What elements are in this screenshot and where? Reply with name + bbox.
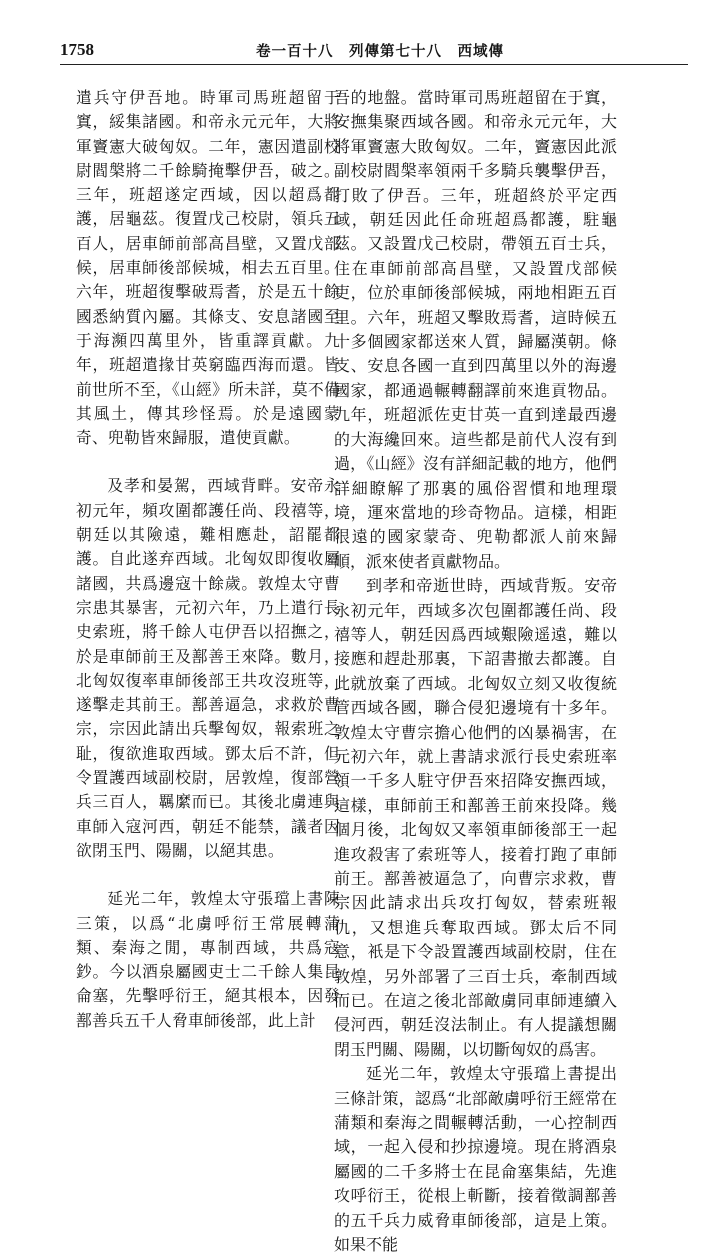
modern-translation-column [334,86,617,1258]
translation-paragraph: 延光二年，敦煌太守張璫上書提出三條計策，認爲“北部敵虜呼衍王經常在蒲類和秦海之間輾轉活動，一心控制西域，一起入侵和抄掠邊境。現在將酒泉屬國的二千多將士在昆侖塞集結，先進攻呼衍王，從根上斬斷，接着徵調鄯善的五千兵力威脅車師後部，這是上策。如果不能 [334,1064,617,1255]
classical-paragraph: 延光二年，敦煌太守張璫上書陳三策，以爲“北虜呼衍王常展轉蒲類、秦海之閒，專制西域，共爲寇鈔。今以酒泉屬國吏士二千餘人集昆侖塞，先擊呼衍王，絕其根本，因發鄯善兵五千人脅車師後部，此上計 [76,889,340,1030]
running-head: 卷一百十八 列傳第七十八 西域傳 [256,43,504,60]
classical-paragraph: 遣兵守伊吾地。時軍司馬班超留于窴，綏集諸國。和帝永元元年，大將軍竇憲大破匈奴。二年，憲因遣副校尉閻槃將二千餘騎掩擊伊吾，破之。三年，班超遂定西域，因以超爲都護，居龜茲。復置戊己校尉，領兵五百人，居車師前部高昌壁，又置戊部候，居車師後部候城，相去五百里。六年，班超復擊破焉耆，於是五十餘國悉納質內屬。其條支、安息諸國至于海瀕四萬里外，皆重譯貢獻。九年，班超遣掾甘英窮臨西海而還。皆前世所不至，《山經》所未詳，莫不備其風土，傳其珍怪焉。於是遠國蒙奇、兜勒皆來歸服，遣使貢獻。 [76,88,340,448]
page-header [60,36,688,66]
page-number: 1758 [60,40,94,59]
paragraph-gap [76,863,340,887]
classical-text-column [76,86,340,1033]
header-rule [60,64,688,65]
classical-paragraph: 及孝和晏駕，西域背畔。安帝永初元年，頻攻圍都護任尚、段禧等，朝廷以其險遠，難相應赴，詔罷都護。自此遂弃西域。北匈奴即復收屬諸國，共爲邊寇十餘歲。敦煌太守曹宗患其暴害，元初六年，乃上遣行長史索班，將千餘人屯伊吾以招撫之，於是車師前王及鄯善王來降。數月，北匈奴復率車師後部王共攻沒班等，遂擊走其前王。鄯善逼急，求救於曹宗，宗因此請出兵擊匈奴，報索班之耻，復欲進取西域。鄧太后不許，但令置護西域副校尉，居敦煌，復部營兵三百人，羈縻而已。其後北虜連與車師入寇河西，朝廷不能禁，議者因欲閉玉門、陽關，以絕其患。 [76,476,340,860]
translation-paragraph: 吾的地盤。當時軍司馬班超留在于窴，安撫集聚西域各國。和帝永元元年，大將軍竇憲大敗匈奴。二年，竇憲因此派副校尉閻槃率領兩千多騎兵襲擊伊吾，打敗了伊吾。三年，班超終於平定西域，朝廷因此任命班超爲都護，駐龜茲。又設置戊己校尉，帶領五百士兵，住在車師前部高昌壁，又設置戊部候吏，位於車師後部候城，兩地相距五百里。六年，班超又擊敗焉耆，這時候五十多個國家都送來人質，歸屬漢朝。條支、安息各國一直到四萬里以外的海邊國家，都通過輾轉翻譯前來進貢物品。九年，班超派佐吏甘英一直到達最西邊的大海纔回來。這些都是前代人沒有到過，《山經》沒有詳細記載的地方，他們詳細瞭解了那裏的風俗習慣和地理環境，運來當地的珍奇物品。這樣，相距很遠的國家蒙奇、兜勒都派人前來歸順，派來使者貢獻物品。 [334,88,617,571]
paragraph-gap [76,450,340,474]
translation-paragraph: 到孝和帝逝世時，西域背叛。安帝永初元年，西域多次包圍都護任尚、段禧等人，朝廷因爲西域艱險遥遠，難以接應和趕赴那裏，下詔書撤去都護。自此就放棄了西域。北匈奴立刻又收復統管西域各國，聯合侵犯邊境有十多年。敦煌太守曹宗擔心他們的凶暴禍害，在元初六年，就上書請求派行長史索班率領一千多人駐守伊吾來招降安撫西域，這樣，車師前王和鄯善王前來投降。幾個月後，北匈奴又率領車師後部王一起進攻殺害了索班等人，接着打跑了車師前王。鄯善被逼急了，向曹宗求救，曹宗因此請求出兵攻打匈奴，替索班報仇，又想進兵奪取西域。鄧太后不同意，衹是下令設置護西域副校尉，住在敦煌，另外部署了三百士兵，牽制西域而已。在這之後北部敵虜同車師連續入侵河西，朝廷沒法制止。有人提議想關閉玉門關、陽關，以切斷匈奴的爲害。 [334,576,617,1059]
